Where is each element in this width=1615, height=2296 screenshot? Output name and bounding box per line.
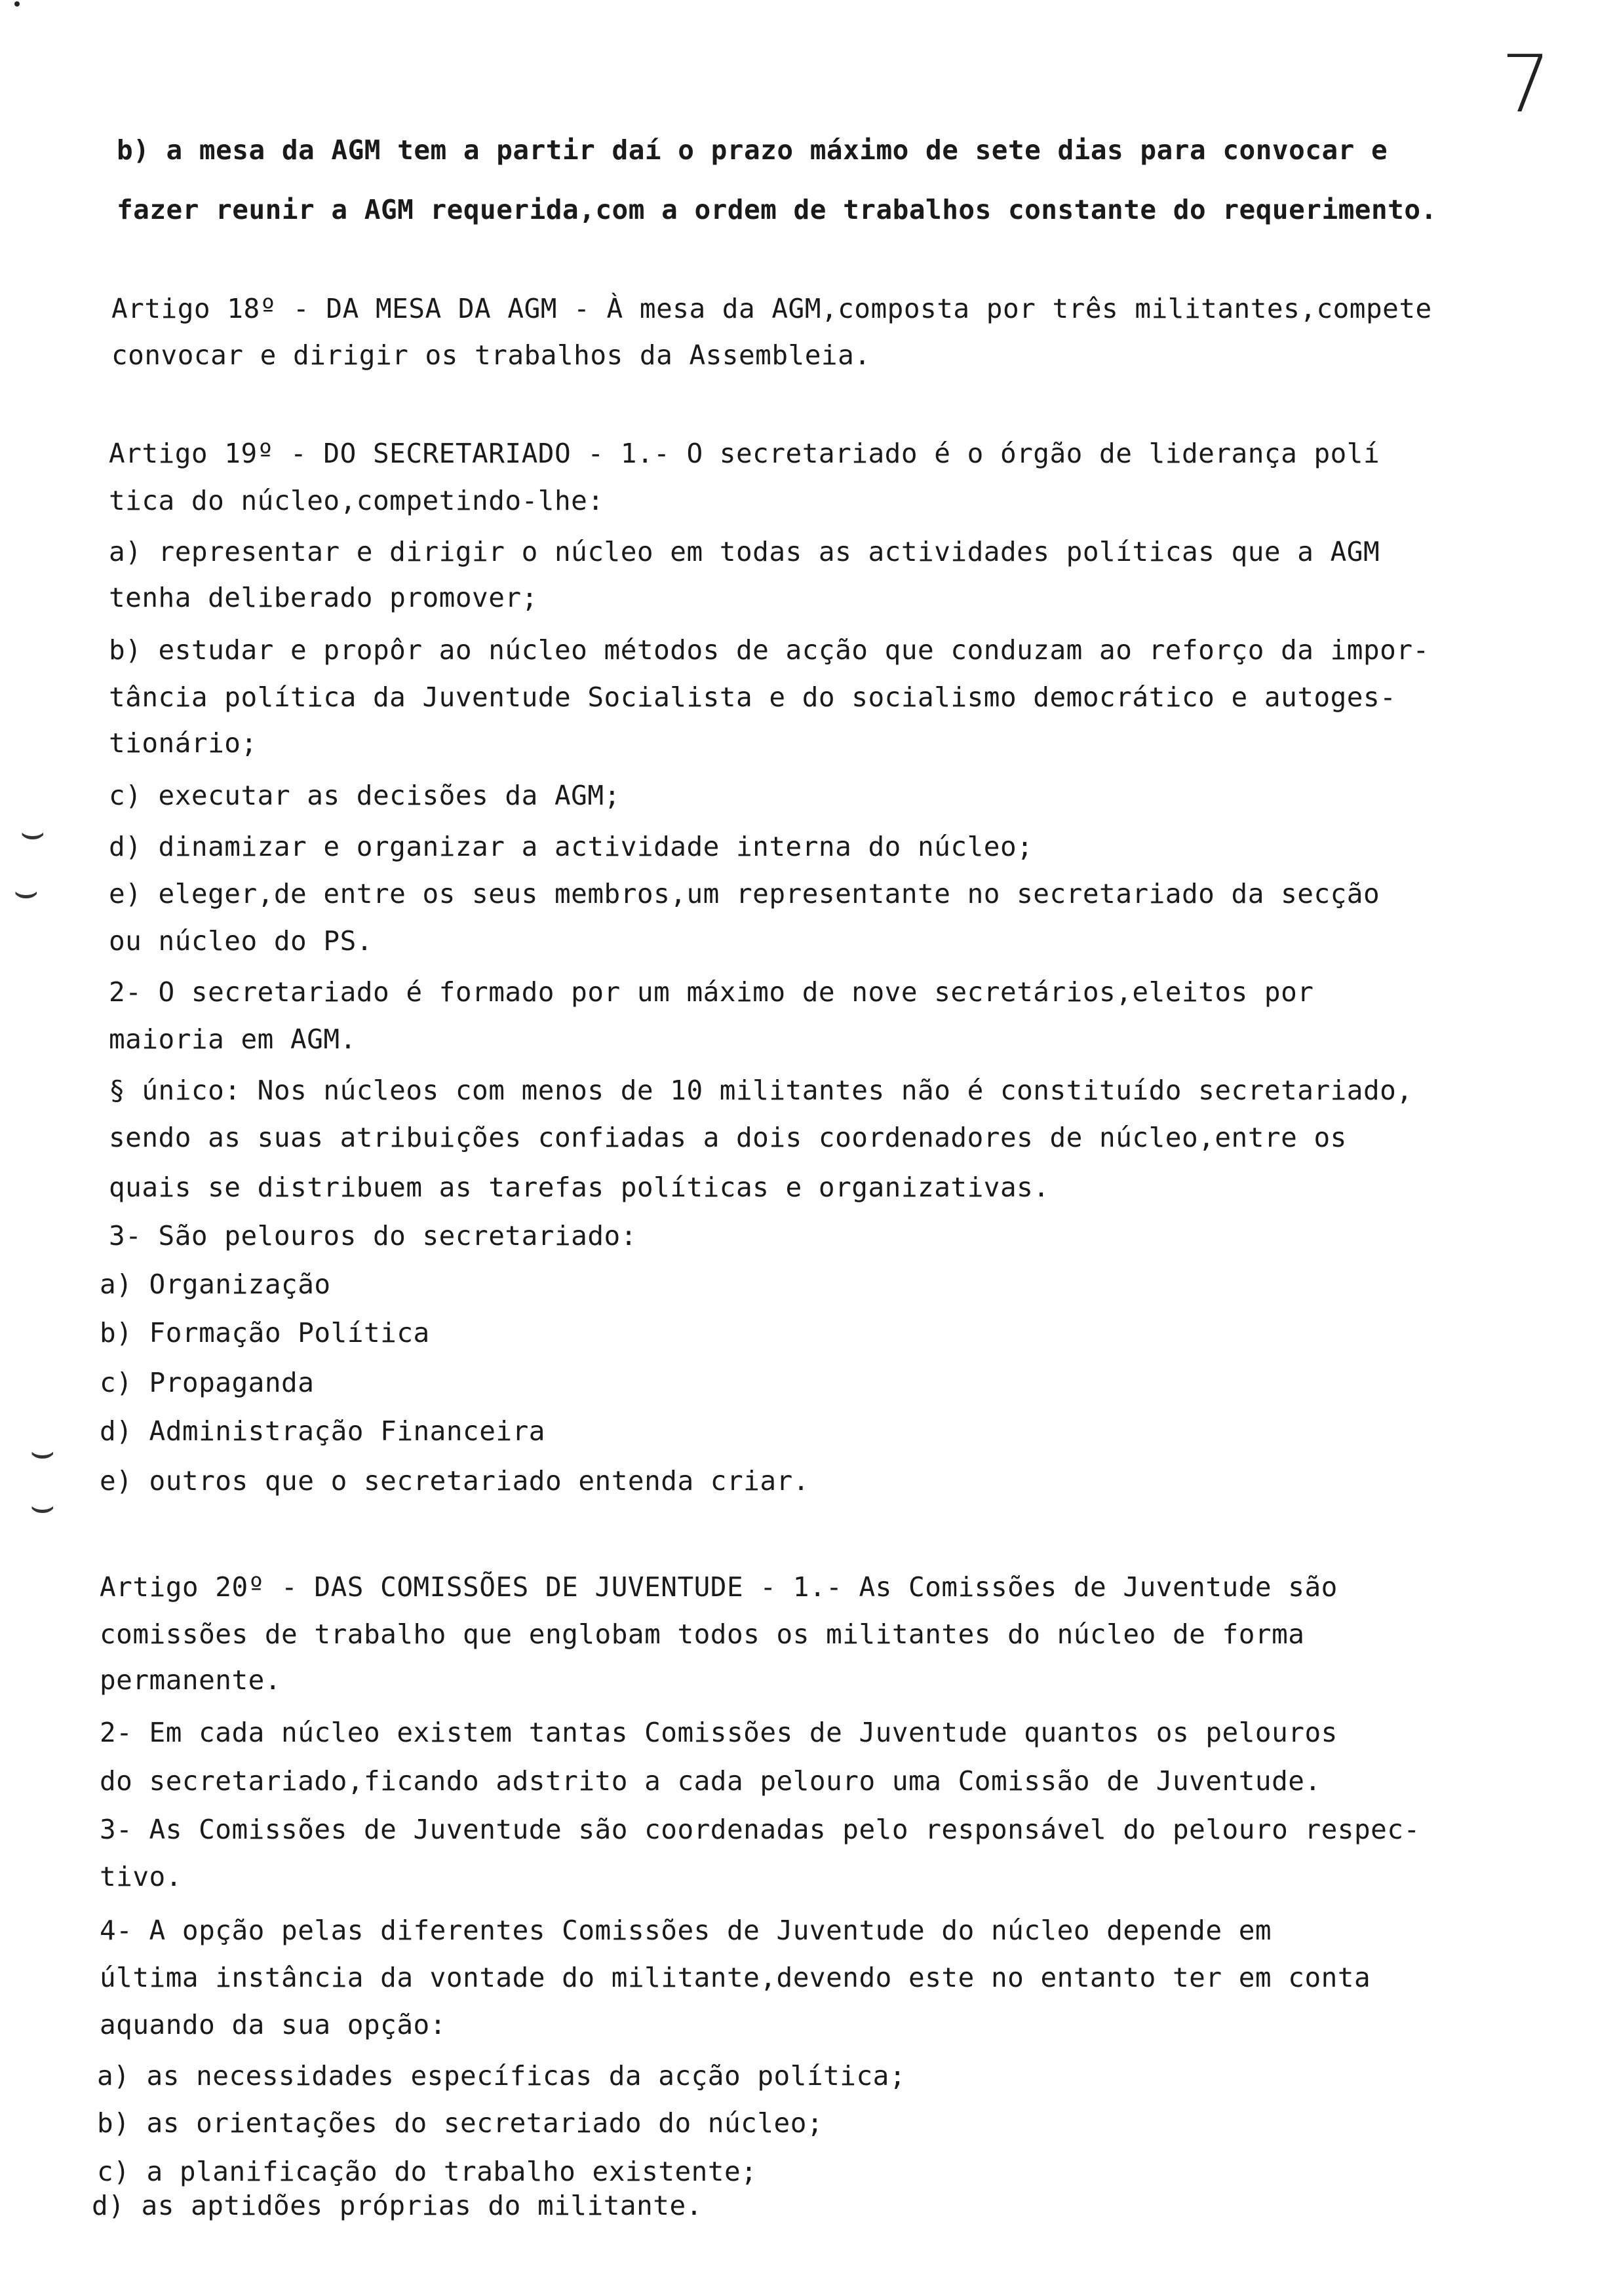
text-line: 3- São pelouros do secretariado: [109, 1220, 637, 1252]
text-line: tância política da Juventude Socialista e do socialismo democrático e autoges- [109, 681, 1397, 713]
article-18-heading: Artigo 18º - DA MESA DA AGM - À mesa da AGM,composta por três militantes,compete [111, 293, 1432, 324]
text-line: tivo. [100, 1861, 182, 1892]
text-line: e) eleger,de entre os seus membros,um representante no secretariado da secção [109, 878, 1380, 909]
text-line: quais se distribuem as tarefas políticas e organizativas. [109, 1172, 1050, 1203]
text-line: d) dinamizar e organizar a actividade interna do núcleo; [109, 831, 1034, 862]
text-line: tica do núcleo,competindo-lhe: [109, 485, 604, 516]
scan-speck [14, 1, 20, 7]
text-line: tenha deliberado promover; [109, 582, 538, 613]
margin-check-mark: ⌣ [29, 1483, 56, 1529]
text-line: b) estudar e propôr ao núcleo métodos de acção que conduzam ao reforço da impor- [109, 634, 1430, 666]
text-line: c) executar as decisões da AGM; [109, 780, 621, 811]
text-line: do secretariado,ficando adstrito a cada pelouro uma Comissão de Juventude. [100, 1765, 1321, 1797]
text-line: comissões de trabalho que englobam todos os militantes do núcleo de forma [100, 1618, 1305, 1650]
text-line: d) Administração Financeira [100, 1415, 545, 1447]
text-line: a) as necessidades específicas da acção política; [97, 2060, 906, 2092]
text-line: a) Organização [100, 1269, 331, 1300]
text-line: 2- O secretariado é formado por um máximo de nove secretários,eleitos por [109, 976, 1314, 1008]
margin-check-mark: ⌣ [13, 868, 39, 914]
text-line: b) as orientações do secretariado do núcleo; [97, 2107, 824, 2139]
text-line: ou núcleo do PS. [109, 925, 373, 957]
text-line: última instância da vontade do militante,devendo este no entanto ter em conta [100, 1962, 1371, 1993]
text-line: maioria em AGM. [109, 1024, 357, 1055]
text-line: tionário; [109, 727, 258, 759]
text-line: aquando da sua opção: [100, 2009, 446, 2040]
margin-check-mark: ⌣ [29, 1428, 56, 1474]
text-line: c) a planificação do trabalho existente; [97, 2156, 758, 2187]
text-line: d) as aptidões próprias do militante. [92, 2190, 703, 2221]
text-line: a) representar e dirigir o núcleo em todas as actividades políticas que a AGM [109, 536, 1380, 567]
text-line: fazer reunir a AGM requerida,com a ordem de trabalhos constante do requerimento. [117, 194, 1437, 225]
article-19-heading: Artigo 19º - DO SECRETARIADO - 1.- O secretariado é o órgão de liderança polí [109, 438, 1380, 469]
text-line: sendo as suas atribuições confiadas a dois coordenadores de núcleo,entre os [109, 1122, 1347, 1153]
article-20-heading: Artigo 20º - DAS COMISSÕES DE JUVENTUDE - 1.- As Comissões de Juventude são [100, 1571, 1338, 1603]
text-line: 3- As Comissões de Juventude são coordenadas pelo responsável do pelouro respec- [100, 1814, 1420, 1845]
page-number: 7 [1501, 39, 1551, 130]
text-line: c) Propaganda [100, 1367, 315, 1398]
text-line: e) outros que o secretariado entenda criar. [100, 1465, 809, 1497]
text-line: convocar e dirigir os trabalhos da Assembleia. [111, 339, 871, 371]
text-line: b) Formação Política [100, 1317, 430, 1349]
text-line: § único: Nos núcleos com menos de 10 militantes não é constituído secretariado, [109, 1075, 1413, 1106]
text-line: b) a mesa da AGM tem a partir daí o prazo máximo de sete dias para convocar e [117, 134, 1388, 166]
text-line: 2- Em cada núcleo existem tantas Comissões de Juventude quantos os pelouros [100, 1717, 1338, 1748]
margin-check-mark: ⌣ [20, 809, 46, 855]
text-line: permanente. [100, 1664, 282, 1696]
text-line: 4- A opção pelas diferentes Comissões de Juventude do núcleo depende em [100, 1915, 1272, 1946]
